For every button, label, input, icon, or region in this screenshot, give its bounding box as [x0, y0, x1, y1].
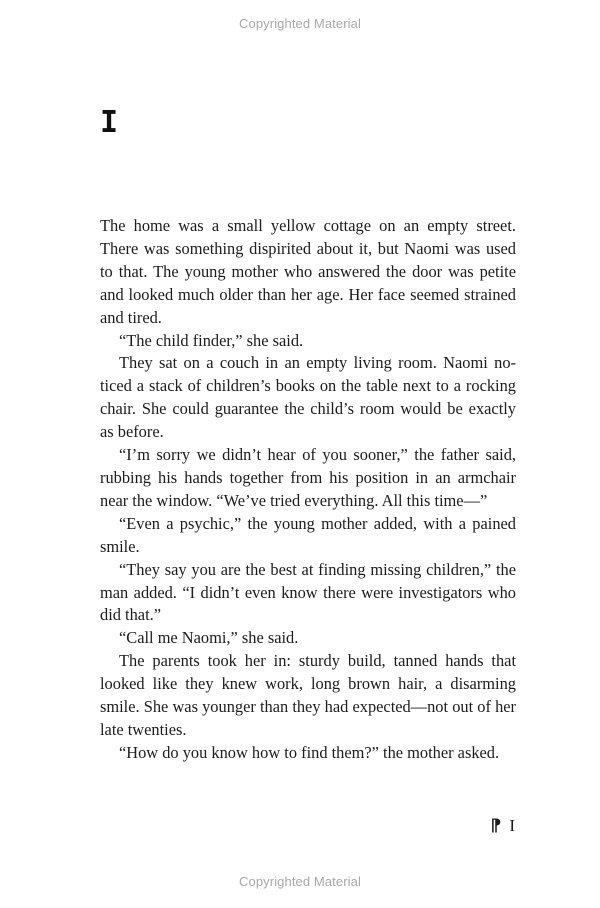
page-folio	[491, 816, 517, 836]
paragraph: “Even a psychic,” the young mother added, with a pained smile.	[100, 513, 516, 556]
chapter-number: I	[100, 105, 119, 140]
paragraph: “They say you are the best at finding missing children,” the man added. “I didn’t even know there were investigators who did that.”	[100, 559, 516, 625]
paragraph: “Call me Naomi,” she said.	[119, 628, 299, 648]
paragraph: The parents took her in: sturdy build, tanned hands that looked like they knew work, long brown hair, a disarming smile. She was younger than they had expected—not out of her late twenties.	[100, 651, 516, 739]
page-number: I	[509, 816, 516, 835]
paragraph: They sat on a couch in an empty living room. Naomi noticed a stack of children’s books on the table next to a rocking chair. She could guarantee the child’s room would be exactly as before.	[100, 353, 516, 442]
copyright-watermark-top: Copyrighted Material	[239, 16, 361, 31]
paragraph: The home was a small yellow cottage on an empty street. There was something dispirited about it, but Naomi was used to that. The young mother who answered the door was petite and looked much older than her age. Her face seemed strained and tired.	[100, 216, 516, 327]
chapter-body	[100, 215, 516, 765]
pilcrow-ornament-icon: ⁋	[490, 815, 502, 836]
paragraph: “I’m sorry we didn’t hear of you sooner,” the father said, rubbing his hands together from his position in an armchair near the window. “We’ve tried everything. All this time—”	[100, 445, 516, 510]
paragraph: “How do you know how to find them?” the mother asked.	[119, 742, 500, 762]
copyright-watermark-bottom: Copyrighted Material	[239, 874, 361, 889]
paragraph: “The child finder,” she said.	[119, 330, 304, 350]
